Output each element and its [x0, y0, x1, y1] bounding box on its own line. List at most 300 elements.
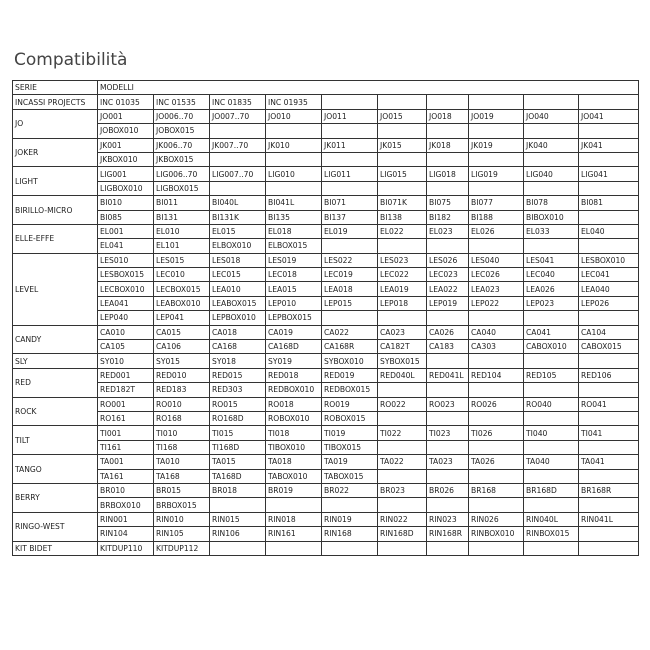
model-cell: BR023 — [378, 483, 427, 497]
model-cell — [322, 95, 378, 109]
model-cell: RED104 — [469, 368, 524, 382]
model-cell: BIBOX010 — [524, 210, 579, 224]
model-cell — [322, 311, 378, 325]
model-cell: RIN161 — [266, 527, 322, 541]
model-cell: LES010 — [98, 253, 154, 267]
model-cell: BI078 — [524, 196, 579, 210]
model-cell: LIG018 — [427, 167, 469, 181]
model-cell: CA168 — [210, 340, 266, 354]
model-cell: BR018 — [210, 483, 266, 497]
model-cell: JO041 — [579, 109, 639, 123]
model-cell — [579, 152, 639, 166]
model-cell: CA303 — [469, 340, 524, 354]
model-cell: TA015 — [210, 455, 266, 469]
model-cell — [266, 152, 322, 166]
model-cell: CA040 — [469, 325, 524, 339]
model-cell — [427, 181, 469, 195]
model-cell: JK040 — [524, 138, 579, 152]
model-cell — [524, 311, 579, 325]
model-cell: RO001 — [98, 397, 154, 411]
model-cell — [378, 440, 427, 454]
model-cell — [378, 311, 427, 325]
model-cell: REDBOX010 — [266, 383, 322, 397]
model-cell — [427, 152, 469, 166]
table-row — [13, 368, 639, 382]
model-cell: TA168D — [210, 469, 266, 483]
model-cell: JK011 — [322, 138, 378, 152]
table-row — [13, 224, 639, 238]
model-cell: LEC022 — [378, 268, 427, 282]
table-row — [13, 383, 639, 397]
model-cell: RIN040L — [524, 512, 579, 526]
model-cell — [579, 527, 639, 541]
model-cell: TA018 — [266, 455, 322, 469]
table-row — [13, 138, 639, 152]
model-cell — [579, 469, 639, 483]
model-cell: SYBOX015 — [378, 354, 427, 368]
model-cell: LEP015 — [322, 296, 378, 310]
model-cell: TA041 — [579, 455, 639, 469]
model-cell: LEC018 — [266, 268, 322, 282]
model-cell: TA026 — [469, 455, 524, 469]
model-cell: LEA023 — [469, 282, 524, 296]
model-cell: JO015 — [378, 109, 427, 123]
model-cell — [524, 411, 579, 425]
model-cell: CA041 — [524, 325, 579, 339]
model-cell: TA019 — [322, 455, 378, 469]
table-row — [13, 498, 639, 512]
model-cell — [427, 354, 469, 368]
model-cell — [210, 498, 266, 512]
model-cell: BRBOX010 — [98, 498, 154, 512]
model-cell: TA168 — [154, 469, 210, 483]
model-cell: CA023 — [378, 325, 427, 339]
model-cell — [524, 181, 579, 195]
model-cell — [469, 124, 524, 138]
model-cell — [210, 124, 266, 138]
model-cell — [469, 152, 524, 166]
table-row — [13, 152, 639, 166]
serie-cell: LEVEL — [13, 253, 98, 325]
model-cell: RIN106 — [210, 527, 266, 541]
model-cell: CA026 — [427, 325, 469, 339]
model-cell: CA106 — [154, 340, 210, 354]
model-cell: JK010 — [266, 138, 322, 152]
model-cell — [378, 239, 427, 253]
model-cell — [524, 440, 579, 454]
model-cell — [427, 311, 469, 325]
serie-cell: ELLE-EFFE — [13, 224, 98, 253]
model-cell: RED303 — [210, 383, 266, 397]
model-cell: LIG006..70 — [154, 167, 210, 181]
model-cell: BI131K — [210, 210, 266, 224]
serie-cell: LIGHT — [13, 167, 98, 196]
model-cell — [469, 469, 524, 483]
model-cell: JO040 — [524, 109, 579, 123]
table-row — [13, 196, 639, 210]
serie-cell: INCASSI PROJECTS — [13, 95, 98, 109]
model-cell — [524, 383, 579, 397]
model-cell: LEA015 — [266, 282, 322, 296]
model-cell: ROBOX010 — [266, 411, 322, 425]
model-cell: TI161 — [98, 440, 154, 454]
model-cell: LEC041 — [579, 268, 639, 282]
model-cell: CABOX015 — [579, 340, 639, 354]
model-cell: SY010 — [98, 354, 154, 368]
model-cell — [469, 354, 524, 368]
model-cell: JK007..70 — [210, 138, 266, 152]
model-cell: LEA019 — [378, 282, 427, 296]
model-cell: BR010 — [98, 483, 154, 497]
model-cell: BI188 — [469, 210, 524, 224]
model-cell: TI168 — [154, 440, 210, 454]
model-cell: LEA040 — [579, 282, 639, 296]
model-cell — [210, 541, 266, 555]
model-cell — [579, 181, 639, 195]
model-cell: LES018 — [210, 253, 266, 267]
table-row — [13, 469, 639, 483]
model-cell: LEP022 — [469, 296, 524, 310]
model-cell: RIN168R — [427, 527, 469, 541]
table-row — [13, 340, 639, 354]
model-cell — [579, 124, 639, 138]
model-cell: LEPBOX010 — [210, 311, 266, 325]
model-cell: LEPBOX015 — [266, 311, 322, 325]
model-cell: RO019 — [322, 397, 378, 411]
model-cell: CA105 — [98, 340, 154, 354]
model-cell: TI022 — [378, 426, 427, 440]
model-cell: CA019 — [266, 325, 322, 339]
model-cell: SYBOX010 — [322, 354, 378, 368]
header-modelli: MODELLI — [98, 81, 639, 95]
model-cell: RO026 — [469, 397, 524, 411]
model-cell — [427, 239, 469, 253]
model-cell: RIN019 — [322, 512, 378, 526]
model-cell: LEC010 — [154, 268, 210, 282]
model-cell: LES015 — [154, 253, 210, 267]
model-cell: BR026 — [427, 483, 469, 497]
model-cell: LEABOX015 — [210, 296, 266, 310]
table-row — [13, 239, 639, 253]
model-cell: JO011 — [322, 109, 378, 123]
model-cell: RO168D — [210, 411, 266, 425]
model-cell: LIG040 — [524, 167, 579, 181]
model-cell: INC 01935 — [266, 95, 322, 109]
serie-cell: JOKER — [13, 138, 98, 167]
serie-cell: TILT — [13, 426, 98, 455]
model-cell: RED018 — [266, 368, 322, 382]
model-cell — [322, 541, 378, 555]
model-cell: LIG019 — [469, 167, 524, 181]
model-cell — [524, 541, 579, 555]
model-cell: JKBOX015 — [154, 152, 210, 166]
model-cell: EL022 — [378, 224, 427, 238]
model-cell — [427, 440, 469, 454]
model-cell: CA022 — [322, 325, 378, 339]
model-cell — [322, 498, 378, 512]
model-cell: BI011 — [154, 196, 210, 210]
model-cell: TA022 — [378, 455, 427, 469]
model-cell: RIN168 — [322, 527, 378, 541]
model-cell: RO168 — [154, 411, 210, 425]
model-cell: KITDUP112 — [154, 541, 210, 555]
model-cell — [427, 383, 469, 397]
model-cell: LES023 — [378, 253, 427, 267]
model-cell: JK041 — [579, 138, 639, 152]
model-cell: LEP018 — [378, 296, 427, 310]
model-cell: JO019 — [469, 109, 524, 123]
model-cell: TI018 — [266, 426, 322, 440]
model-cell: EL015 — [210, 224, 266, 238]
serie-cell: RINGO-WEST — [13, 512, 98, 541]
model-cell: TA001 — [98, 455, 154, 469]
model-cell — [579, 354, 639, 368]
model-cell: BR168 — [469, 483, 524, 497]
model-cell: LEC040 — [524, 268, 579, 282]
model-cell: BI131 — [154, 210, 210, 224]
model-cell: EL019 — [322, 224, 378, 238]
model-cell — [579, 311, 639, 325]
model-cell — [322, 152, 378, 166]
model-cell: RO023 — [427, 397, 469, 411]
model-cell: LEP026 — [579, 296, 639, 310]
model-cell: EL023 — [427, 224, 469, 238]
table-body — [13, 81, 639, 556]
model-cell: RED015 — [210, 368, 266, 382]
model-cell: TI041 — [579, 426, 639, 440]
model-cell — [427, 469, 469, 483]
model-cell — [378, 541, 427, 555]
model-cell: LES026 — [427, 253, 469, 267]
model-cell — [266, 181, 322, 195]
table-row — [13, 325, 639, 339]
model-cell: RED182T — [98, 383, 154, 397]
table-row — [13, 109, 639, 123]
model-cell — [427, 411, 469, 425]
model-cell — [579, 210, 639, 224]
model-cell — [524, 124, 579, 138]
model-cell — [469, 383, 524, 397]
compatibility-table — [12, 80, 639, 556]
model-cell: ROBOX015 — [322, 411, 378, 425]
model-cell: LIG010 — [266, 167, 322, 181]
model-cell: TI019 — [322, 426, 378, 440]
model-cell: LEP041 — [154, 311, 210, 325]
model-cell: LEA018 — [322, 282, 378, 296]
model-cell — [378, 95, 427, 109]
model-cell — [378, 383, 427, 397]
model-cell — [322, 124, 378, 138]
model-cell: INC 01835 — [210, 95, 266, 109]
model-cell — [266, 124, 322, 138]
table-row — [13, 397, 639, 411]
model-cell: RO040 — [524, 397, 579, 411]
model-cell: TA161 — [98, 469, 154, 483]
table-row — [13, 268, 639, 282]
table-row — [13, 253, 639, 267]
model-cell: TIBOX010 — [266, 440, 322, 454]
model-cell: EL041 — [98, 239, 154, 253]
model-cell: TA040 — [524, 455, 579, 469]
model-cell — [427, 124, 469, 138]
model-cell: CA018 — [210, 325, 266, 339]
model-cell: RIN026 — [469, 512, 524, 526]
model-cell: ELBOX015 — [266, 239, 322, 253]
model-cell: RO022 — [378, 397, 427, 411]
model-cell: LEP010 — [266, 296, 322, 310]
model-cell: LECBOX015 — [154, 282, 210, 296]
model-cell: RIN010 — [154, 512, 210, 526]
model-cell: BI138 — [378, 210, 427, 224]
model-cell: BI041L — [266, 196, 322, 210]
model-cell — [524, 95, 579, 109]
model-cell: RED106 — [579, 368, 639, 382]
model-cell — [524, 152, 579, 166]
model-cell — [524, 239, 579, 253]
model-cell: BI135 — [266, 210, 322, 224]
model-cell: TA010 — [154, 455, 210, 469]
model-cell — [378, 124, 427, 138]
model-cell: RED019 — [322, 368, 378, 382]
model-cell: INC 01535 — [154, 95, 210, 109]
model-cell: TABOX015 — [322, 469, 378, 483]
model-cell: LIG015 — [378, 167, 427, 181]
model-cell: LIG011 — [322, 167, 378, 181]
model-cell — [378, 469, 427, 483]
serie-cell: ROCK — [13, 397, 98, 426]
model-cell: LESBOX010 — [579, 253, 639, 267]
model-cell: CA104 — [579, 325, 639, 339]
serie-cell: RED — [13, 368, 98, 397]
model-cell — [579, 440, 639, 454]
model-cell: BI077 — [469, 196, 524, 210]
model-cell: SY018 — [210, 354, 266, 368]
model-cell: CA010 — [98, 325, 154, 339]
model-cell: BI137 — [322, 210, 378, 224]
model-cell: LEABOX010 — [154, 296, 210, 310]
table-row — [13, 167, 639, 181]
model-cell: LESBOX015 — [98, 268, 154, 282]
table-row — [13, 527, 639, 541]
table-row — [13, 311, 639, 325]
model-cell: JK019 — [469, 138, 524, 152]
table-row — [13, 296, 639, 310]
model-cell: TI010 — [154, 426, 210, 440]
model-cell — [210, 181, 266, 195]
model-cell: JO006..70 — [154, 109, 210, 123]
model-cell: INC 01035 — [98, 95, 154, 109]
model-cell — [322, 239, 378, 253]
model-cell: TI026 — [469, 426, 524, 440]
model-cell — [579, 411, 639, 425]
model-cell: RED105 — [524, 368, 579, 382]
model-cell — [524, 354, 579, 368]
model-cell: RIN022 — [378, 512, 427, 526]
model-cell: ELBOX010 — [210, 239, 266, 253]
model-cell: RINBOX010 — [469, 527, 524, 541]
model-cell: CA168D — [266, 340, 322, 354]
model-cell: RINBOX015 — [524, 527, 579, 541]
model-cell: RO010 — [154, 397, 210, 411]
model-cell: JO010 — [266, 109, 322, 123]
model-cell — [378, 411, 427, 425]
model-cell — [427, 95, 469, 109]
model-cell — [378, 181, 427, 195]
model-cell: KITDUP110 — [98, 541, 154, 555]
model-cell: LEA022 — [427, 282, 469, 296]
model-cell: LECBOX010 — [98, 282, 154, 296]
model-cell: RED040L — [378, 368, 427, 382]
model-cell: LIGBOX010 — [98, 181, 154, 195]
model-cell: RIN168D — [378, 527, 427, 541]
table-row — [13, 541, 639, 555]
model-cell — [266, 498, 322, 512]
model-cell: JK006..70 — [154, 138, 210, 152]
model-cell: EL101 — [154, 239, 210, 253]
model-cell: BR168D — [524, 483, 579, 497]
model-cell: LIG041 — [579, 167, 639, 181]
model-cell: RIN105 — [154, 527, 210, 541]
model-cell — [469, 239, 524, 253]
model-cell: JOBOX010 — [98, 124, 154, 138]
model-cell: RIN023 — [427, 512, 469, 526]
model-cell: CABOX010 — [524, 340, 579, 354]
table-row — [13, 426, 639, 440]
table-row — [13, 210, 639, 224]
serie-cell: JO — [13, 109, 98, 138]
table-row — [13, 124, 639, 138]
serie-cell: BIRILLO-MICRO — [13, 196, 98, 225]
model-cell: RED183 — [154, 383, 210, 397]
table-row — [13, 455, 639, 469]
model-cell: JOBOX015 — [154, 124, 210, 138]
model-cell — [469, 541, 524, 555]
model-cell: CA015 — [154, 325, 210, 339]
model-cell: EL040 — [579, 224, 639, 238]
model-cell: TI168D — [210, 440, 266, 454]
model-cell: CA168R — [322, 340, 378, 354]
model-cell: LIGBOX015 — [154, 181, 210, 195]
model-cell — [378, 152, 427, 166]
model-cell: RO015 — [210, 397, 266, 411]
model-cell — [378, 498, 427, 512]
model-cell: EL001 — [98, 224, 154, 238]
model-cell: CA183 — [427, 340, 469, 354]
model-cell: RIN001 — [98, 512, 154, 526]
model-cell: RO041 — [579, 397, 639, 411]
model-cell: BR019 — [266, 483, 322, 497]
serie-cell: SLY — [13, 354, 98, 368]
model-cell — [469, 411, 524, 425]
model-cell — [469, 498, 524, 512]
model-cell: EL010 — [154, 224, 210, 238]
model-cell: BI040L — [210, 196, 266, 210]
model-cell: BR015 — [154, 483, 210, 497]
table-row — [13, 354, 639, 368]
model-cell: EL018 — [266, 224, 322, 238]
model-cell: TABOX010 — [266, 469, 322, 483]
model-cell: TI015 — [210, 426, 266, 440]
model-cell: RO161 — [98, 411, 154, 425]
model-cell: LEC026 — [469, 268, 524, 282]
model-cell — [524, 469, 579, 483]
model-cell — [322, 181, 378, 195]
model-cell: LEP023 — [524, 296, 579, 310]
model-cell: LES022 — [322, 253, 378, 267]
model-cell: SY015 — [154, 354, 210, 368]
model-cell: LIG007..70 — [210, 167, 266, 181]
model-cell: JO001 — [98, 109, 154, 123]
